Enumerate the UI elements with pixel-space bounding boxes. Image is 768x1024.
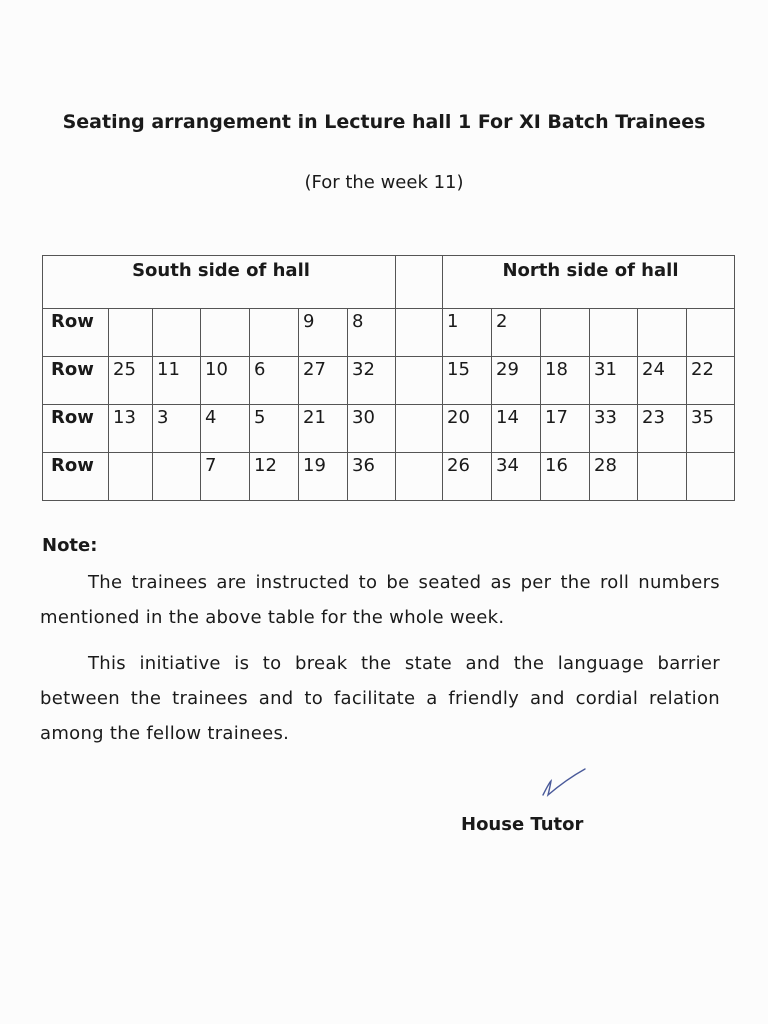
- seat-cell-south: 12: [250, 453, 299, 501]
- row-label: Row: [43, 357, 109, 405]
- seat-cell-south: 11: [153, 357, 201, 405]
- seat-cell-south: 27: [299, 357, 348, 405]
- seat-cell-south: 32: [348, 357, 396, 405]
- seat-cell-south: 5: [250, 405, 299, 453]
- seat-cell-north: 28: [590, 453, 638, 501]
- seat-cell-north: [541, 309, 590, 357]
- seat-cell-north: 34: [492, 453, 541, 501]
- seat-cell-north: [590, 309, 638, 357]
- seat-cell-north: [687, 453, 735, 501]
- note-heading: Note:: [42, 535, 98, 556]
- seat-cell-south: 10: [201, 357, 250, 405]
- seat-cell-north: 14: [492, 405, 541, 453]
- row-label: Row: [43, 453, 109, 501]
- seat-cell-north: 22: [687, 357, 735, 405]
- seat-cell-south: [109, 453, 153, 501]
- seat-cell-south: 19: [299, 453, 348, 501]
- seat-cell-south: 36: [348, 453, 396, 501]
- seat-cell-south: [201, 309, 250, 357]
- table-row: [43, 309, 735, 357]
- seat-cell-north: 20: [443, 405, 492, 453]
- seat-cell-south: 6: [250, 357, 299, 405]
- aisle-cell: [396, 256, 443, 309]
- seat-cell-south: [250, 309, 299, 357]
- seat-cell-north: 24: [638, 357, 687, 405]
- seat-cell-north: 35: [687, 405, 735, 453]
- seat-cell-south: 4: [201, 405, 250, 453]
- row-label: Row: [43, 405, 109, 453]
- signatory-label: House Tutor: [461, 814, 584, 835]
- page-title: Seating arrangement in Lecture hall 1 For XI Batch Trainees: [62, 111, 706, 133]
- seat-cell-north: 33: [590, 405, 638, 453]
- seat-cell-south: 9: [299, 309, 348, 357]
- north-side-header: North side of hall: [443, 256, 735, 309]
- table-row: [43, 357, 735, 405]
- seat-cell-north: [687, 309, 735, 357]
- seat-cell-north: 23: [638, 405, 687, 453]
- table-row: [43, 453, 735, 501]
- signature-mark: [537, 765, 597, 805]
- seat-cell-north: 29: [492, 357, 541, 405]
- page-subtitle: (For the week 11): [304, 172, 464, 193]
- row-label: Row: [43, 309, 109, 357]
- seat-cell-south: 3: [153, 405, 201, 453]
- seat-cell-north: 2: [492, 309, 541, 357]
- seat-cell-north: 31: [590, 357, 638, 405]
- south-side-header: South side of hall: [43, 256, 396, 309]
- aisle-cell: [396, 453, 443, 501]
- seat-cell-north: [638, 453, 687, 501]
- seat-cell-north: 16: [541, 453, 590, 501]
- aisle-cell: [396, 357, 443, 405]
- seating-table: [42, 255, 735, 501]
- seat-cell-south: [153, 453, 201, 501]
- aisle-cell: [396, 405, 443, 453]
- seat-cell-north: [638, 309, 687, 357]
- seat-cell-north: 18: [541, 357, 590, 405]
- table-row: [43, 405, 735, 453]
- aisle-cell: [396, 309, 443, 357]
- seat-cell-north: 17: [541, 405, 590, 453]
- seat-cell-south: 30: [348, 405, 396, 453]
- seat-cell-south: 13: [109, 405, 153, 453]
- seat-cell-south: [109, 309, 153, 357]
- table-header-row: [43, 256, 735, 309]
- seat-cell-south: 8: [348, 309, 396, 357]
- seat-cell-south: [153, 309, 201, 357]
- note-paragraph: The trainees are instructed to be seated as per the roll numbers mentioned in the above table for the whole week.: [40, 572, 720, 628]
- seat-cell-north: 26: [443, 453, 492, 501]
- seat-cell-north: 1: [443, 309, 492, 357]
- seat-cell-south: 25: [109, 357, 153, 405]
- note-paragraph: This initiative is to break the state and the language barrier between the trainees and to facilitate a friendly and cordial relation among the fellow trainees.: [40, 653, 720, 744]
- seat-cell-south: 21: [299, 405, 348, 453]
- seat-cell-north: 15: [443, 357, 492, 405]
- seat-cell-south: 7: [201, 453, 250, 501]
